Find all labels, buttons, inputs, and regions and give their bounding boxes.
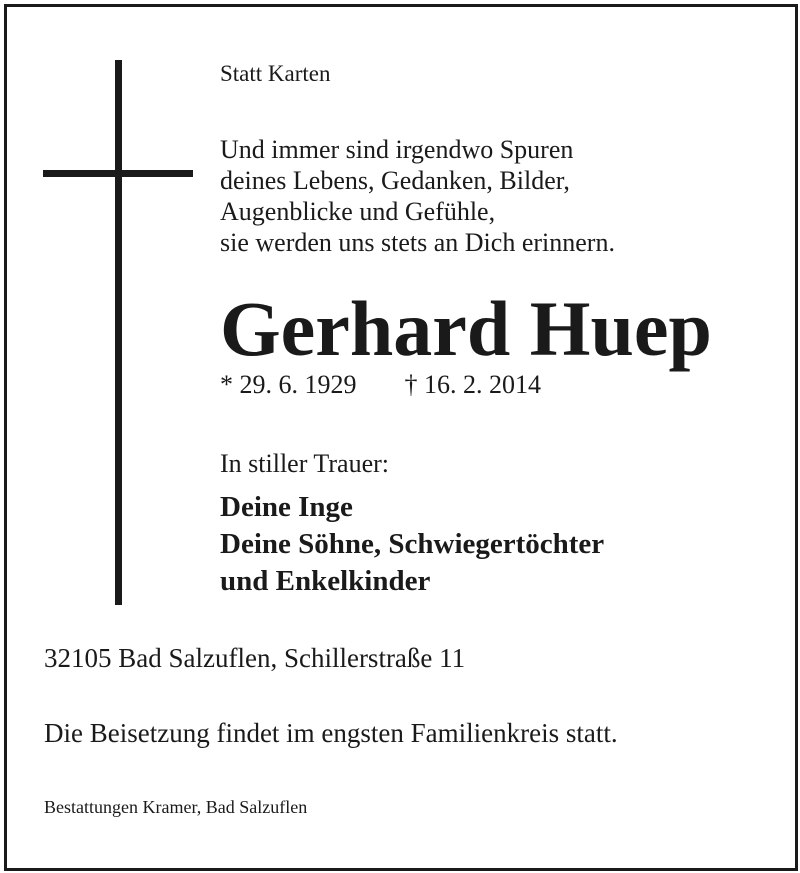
mourner-line: Deine Inge xyxy=(220,491,353,523)
mourning-intro: In stiller Trauer: xyxy=(220,449,389,478)
cross-horizontal-bar xyxy=(43,170,193,177)
birth-date: * 29. 6. 1929 xyxy=(220,370,357,399)
intro-text: Statt Karten xyxy=(220,61,331,86)
deceased-name: Gerhard Huep xyxy=(220,285,712,372)
burial-note: Die Beisetzung findet im engsten Familienkreis statt. xyxy=(44,718,618,748)
cross-vertical-bar xyxy=(115,60,122,605)
mourner-line: und Enkelkinder xyxy=(220,565,431,597)
address: 32105 Bad Salzuflen, Schillerstraße 11 xyxy=(44,643,466,673)
poem-line: Augenblicke und Gefühle, xyxy=(220,197,496,226)
poem-line: sie werden uns stets an Dich erinnern. xyxy=(220,228,615,257)
poem xyxy=(220,134,615,258)
mourners-list xyxy=(220,489,604,600)
death-date: † 16. 2. 2014 xyxy=(404,370,541,399)
undertaker: Bestattungen Kramer, Bad Salzuflen xyxy=(44,797,308,817)
poem-line: Und immer sind irgendwo Spuren xyxy=(220,135,574,164)
poem-line: deines Lebens, Gedanken, Bilder, xyxy=(220,166,570,195)
life-dates xyxy=(220,372,541,398)
mourner-line: Deine Söhne, Schwiegertöchter xyxy=(220,528,605,560)
